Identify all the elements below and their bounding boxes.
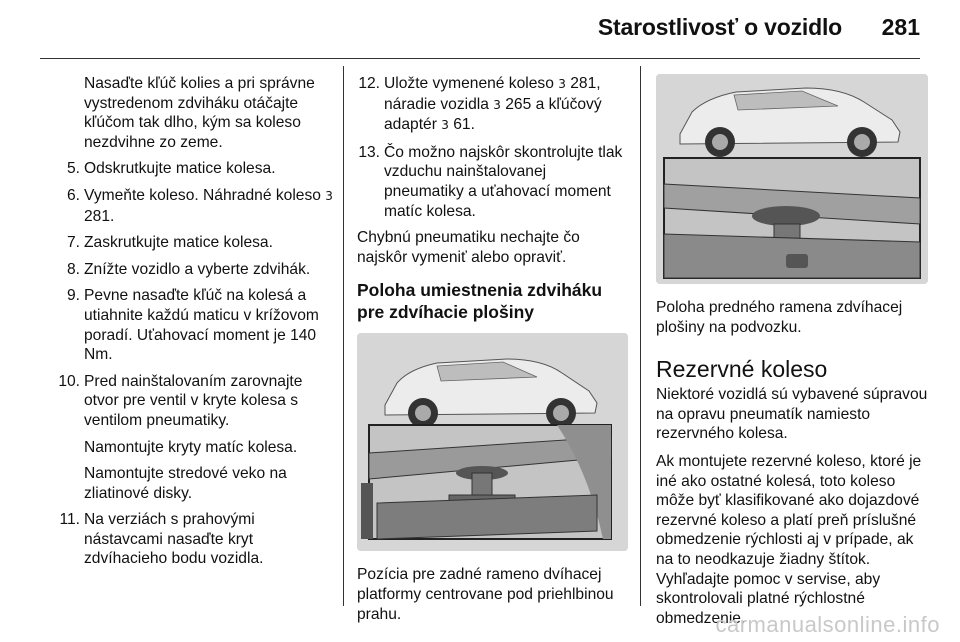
intro-paragraph: Nasaďte kľúč kolies a pri správne vystredenom zdviháku otáčajte kľúčom tak dlho, kým sa koleso nezdvihne zo zeme. [84, 75, 315, 151]
front-lift-point-illustration [656, 74, 928, 284]
page-ref[interactable]: 281, [570, 75, 601, 92]
step-12 [357, 74, 627, 136]
step-5 [40, 159, 336, 179]
step-text [384, 74, 627, 136]
column-1 [40, 74, 336, 576]
step-text-part: náradie vozidla [384, 95, 494, 113]
page-ref-icon: 3 [325, 188, 333, 203]
step-number: 8. [66, 260, 80, 278]
step-number: 12. [358, 75, 380, 92]
page-number: 281 [881, 14, 920, 40]
step-text-part: Uložte vymenené koleso [384, 75, 559, 92]
column-divider-1 [343, 66, 344, 606]
step-text: Pevne nasaďte kľúč na kolesá a utiahnite každú maticu v krížovom poradí. Uťahovací moment je 140 Nm. [84, 287, 319, 364]
page-ref-icon: 3 [493, 97, 501, 112]
step-text: Čo možno najskôr skontrolujte tlak vzduchu nainštalovanej pneumatiky a uťahovací moment matíc kolesa. [384, 143, 623, 220]
page-ref[interactable]: 61. [453, 116, 475, 134]
step-number: 11. [59, 511, 80, 529]
figure-caption: Poloha predného ramena zdvíhacej plošiny na podvozku. [656, 299, 903, 336]
step-text [84, 186, 336, 226]
step-number: 13. [358, 143, 380, 161]
step-text-part: Vymeňte koleso. Náhradné koleso [84, 186, 326, 204]
header-rule [40, 58, 920, 59]
page-ref[interactable]: 281. [84, 207, 115, 225]
page-ref[interactable]: 265 a kľúčový adaptér [384, 95, 602, 134]
step-text: Na verziách s prahovými nástavcami nasaďte kryt zdvíhacieho bodu vozidla. [84, 511, 264, 568]
column-divider-2 [640, 66, 641, 606]
step-9 [40, 286, 336, 364]
step-13 [357, 143, 627, 221]
step-text: Pred nainštalovaním zarovnajte otvor pre ventil v kryte kolesa s ventilom pneumatiky. [84, 372, 303, 429]
page-header [0, 0, 960, 58]
step-number: 10. [58, 372, 80, 390]
section-heading: Poloha umiestnenia zdviháku pre zdvíhacie plošiny [357, 280, 603, 323]
step-10-note-2: Namontujte stredové veko na zliatinové disky. [84, 465, 287, 502]
car-lift-image [357, 333, 628, 551]
step-6 [40, 186, 336, 226]
step-number: 6. [66, 186, 80, 204]
page-ref-icon: 3 [558, 77, 566, 91]
body-paragraph: Niektoré vozidlá sú vybavené súpravou na opravu pneumatík namiesto rezervného kolesa. [656, 386, 928, 443]
step-text: Odskrutkujte matice kolesa. [84, 160, 276, 178]
rear-lift-point-illustration [357, 333, 628, 551]
step-10-note-1: Namontujte kryty matíc kolesa. [84, 438, 298, 456]
step-number: 9. [66, 287, 80, 305]
section-heading: Rezervné koleso [656, 356, 828, 383]
chapter-title: Starostlivosť o vozidlo [597, 14, 842, 40]
body-paragraph: Ak montujete rezervné koleso, ktoré je iné ako ostatné kolesá, toto koleso môže byť klasifikované ako dojazdové rezervné koleso a platí preň príslušné obmedzenie rýchlosti aj v prípade, ak na to neodkazuje žiadny štítok. Vyhľadajte pomoc v servise, aby skontrolovali platné rýchlostné obmedzenie. [656, 452, 922, 627]
step-7 [40, 233, 336, 253]
watermark: carmanualsonline.info [715, 612, 940, 637]
step-8 [40, 260, 336, 280]
step-text: Znížte vozidlo a vyberte zdvihák. [84, 260, 311, 278]
step-text: Zaskrutkujte matice kolesa. [84, 234, 273, 252]
body-paragraph: Chybnú pneumatiku nechajte čo najskôr vymeniť alebo opraviť. [357, 229, 580, 266]
step-11 [40, 510, 336, 569]
step-10 [40, 372, 336, 431]
page-ref-icon: 3 [441, 118, 449, 133]
figure-caption: Pozícia pre zadné rameno dvíhacej platformy centrovane pod priehlbinou prahu. [357, 566, 614, 623]
step-number: 5. [66, 160, 80, 178]
column-3 [656, 298, 928, 636]
column-2 [357, 74, 627, 632]
step-number: 7. [66, 234, 80, 252]
car-lift-image [656, 74, 928, 284]
